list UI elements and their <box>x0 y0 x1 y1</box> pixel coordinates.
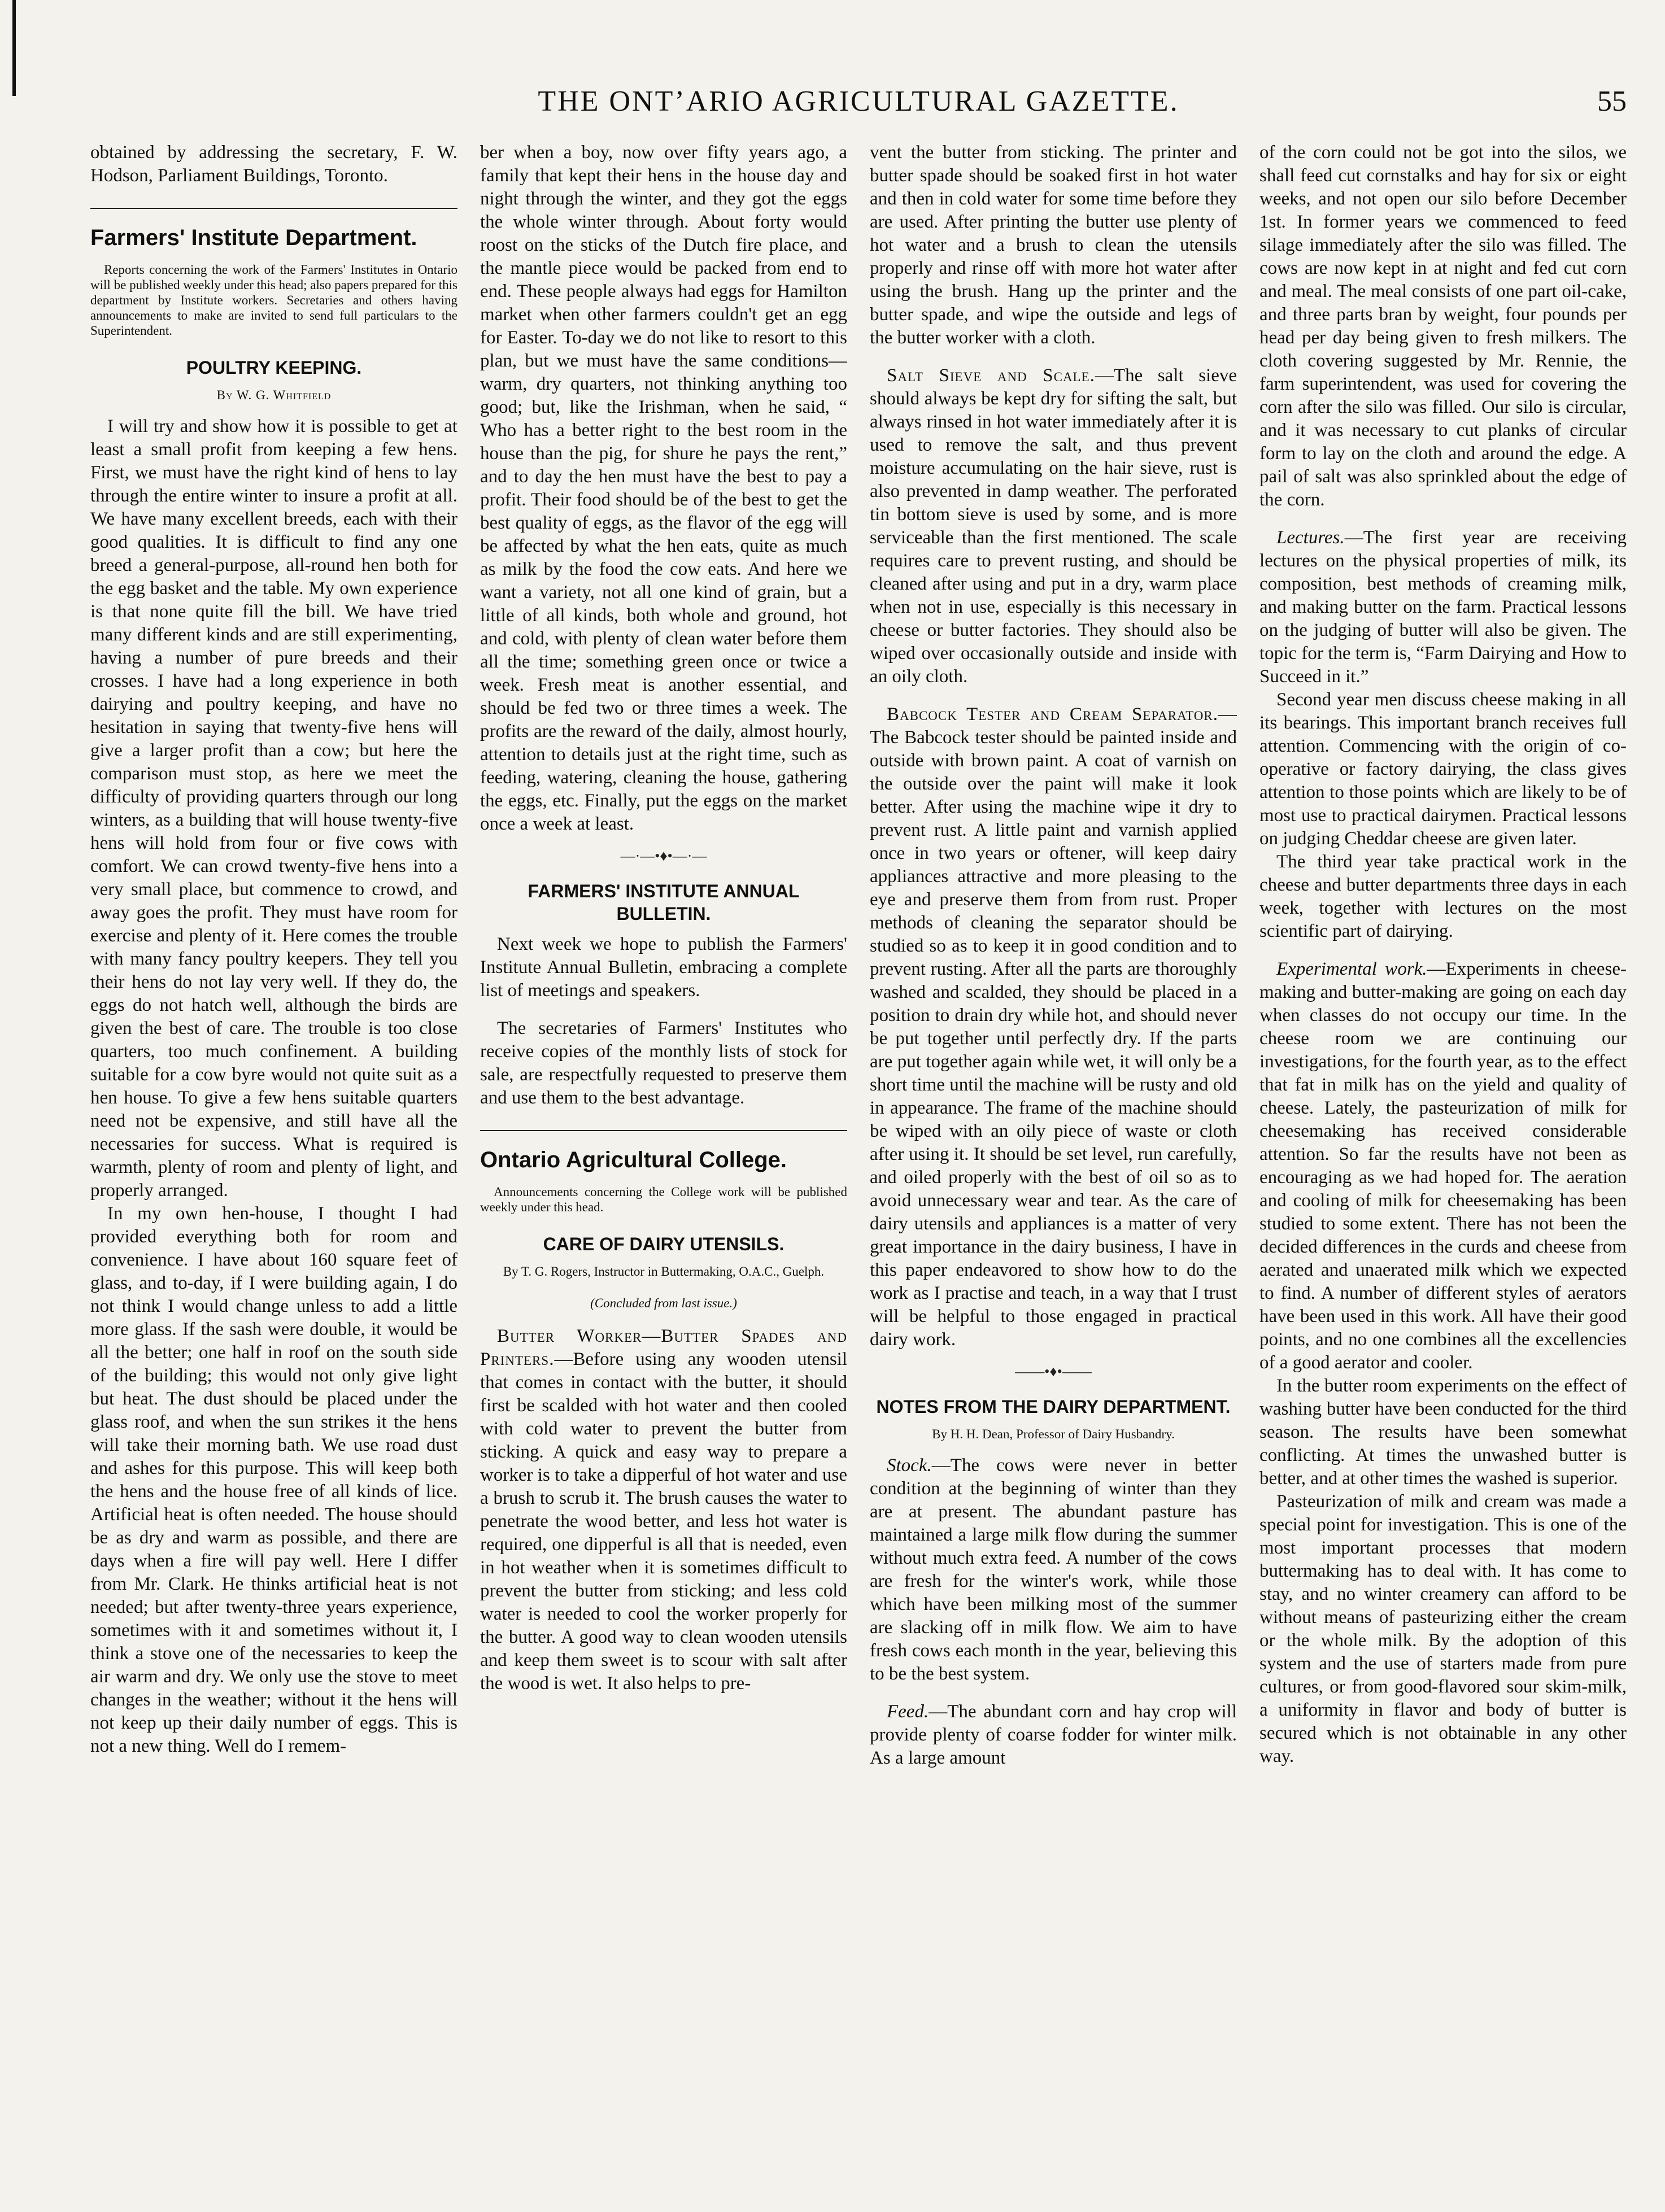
paragraph <box>870 703 1237 1351</box>
columns <box>90 141 1627 2197</box>
running-head: THE ONTʼARIO AGRICULTURAL GAZETTE. <box>538 85 1179 117</box>
paragraph: of the corn could not be got into the silos, we shall feed cut cornstalks and hay for six or eight weeks, and not open our silo before December 1st. In former years we commenced to feed silage immediately after the silo was filled. The cows are now kept in at night and fed cut corn and meal. The meal consists of one part oil-cake, and three parts bran by weight, four pounds per head per day being given to fresh milkers. The cloth covering suggested by Mr. Rennie, the farm superintendent, was used for covering the corn after the silo was filled. Our silo is circular, and it was necessary to cut planks of circular form to lay on the cloth and around the edge. A pail of salt was also sprinkled about the edge of the corn. <box>1259 142 1627 510</box>
byline: By W. G. Whitfield <box>216 388 332 402</box>
paragraph <box>480 1325 847 1695</box>
department-notice: Announcements concerning the College work will be published weekly under this head. <box>480 1185 847 1214</box>
paragraph-text: —The salt sieve should always be kept dry for sifting the salt, but always rinsed in hot water immediately after it is used to remove the salt, and thus prevent moisture accumulating on the hair sieve, rust is also prevented in damp weather. The perforated tin bottom sieve is used by some, and is more serviceable than the first mentioned. The scale requires care to prevent rusting, and should be cleaned after using and put in a dry, warm place when not in use, especially is this necessary in cheese or butter factories. They should also be wiped over occasionally outside and inside with an oily cloth. <box>870 365 1237 687</box>
paragraph: vent the butter from sticking. The printer and butter spade should be soaked first in hot water and then in cold water for some time before they are used. After printing the butter use plenty of hot water and a brush to clean the utensils properly and rinse off with more hot water after using the brush. Hang up the printer and the butter spade, and wipe the outside and legs of the butter worker with a cloth. <box>870 142 1237 348</box>
paragraph: Second year men discuss cheese making in all its bearings. This important branch receives full attention. Commencing with the origin of co-operative or factory dairying, the class gives attention to those points which are likely to be of most use to practical dairymen. Practical lessons on judging Cheddar cheese are given later. <box>1259 690 1627 849</box>
section-ornament: —·—•♦•—·— <box>620 848 707 864</box>
byline: By H. H. Dean, Professor of Dairy Husbandry. <box>932 1427 1175 1441</box>
paragraph: ber when a boy, now over fifty years ago, a family that kept their hens in the house day and night through the winter, and they got the eggs the whole winter through. About forty would roost on the sticks of the Dutch fire place, and the mantle piece would be packed from end to end. These people always had eggs for Hamilton market when other farmers couldn't get an egg for Easter. To-day we do not like to resort to this plan, but we must have the same conditions—warm, dry quarters, not thinking anything too good; but, like the Irishman, when he said, “ Who has a better right to the best room in the house than the pig, for shure he pays the rent,” and to day the hen must have the best to pay a profit. Their food should be of the best to get the best quality of eggs, as the flavor of the egg will be affected by what the hen eats, quite as much as milk by the food the cow eats. And here we want a variety, not all one kind of grain, but a little of all kinds, both whole and ground, hot and cold, with plenty of clean water before them all the time; something green once or twice a week. Fresh meat is another essential, and should be fed two or three times a week. The profits are the reward of the daily, almost hourly, attention to details just at the right time, such as feeding, watering, cleaning the house, gathering the eggs, etc. Finally, put the eggs on the market once a week at least. <box>480 142 847 834</box>
paragraph: In my own hen-house, I thought I had provided everything both for room and convenience. I have about 160 square feet of glass, and to-day, if I were building again, I do not think I would change unless to add a little more glass. If the sash were double, it would be all the better; one half in roof on the south side of the building; this would not only give light but heat. The dust should be placed under the glass roof, and when the sun strikes it the hens will take their morning bath. We use road dust and ashes for this purpose. This will keep both the hens and the house free of all kinds of lice. Artificial heat is often needed. The house should be as dry and warm as possible, and there are days when a fire will pay well. Here I differ from Mr. Clark. He thinks artificial heat is not needed; but after twenty-three years experience, sometimes with it and sometimes without it, I think a stove one of the necessaries to keep the air warm and dry. We only use the stove to meet changes in the weather; without it the hens will not keep up their daily number of eggs. This is not a new thing. Well do I remem- <box>90 1203 457 1756</box>
page-edge-mark <box>12 0 16 96</box>
paragraph: Next week we hope to publish the Farmers' Institute Annual Bulletin, embracing a complete list of meetings and speakers. <box>480 934 847 1001</box>
paragraph <box>870 1454 1237 1686</box>
paragraph: The secretaries of Farmers' Institutes who receive copies of the monthly lists of stock for sale, are respectfully requested to preserve them and use them to the best advantage. <box>480 1018 847 1108</box>
paragraph <box>870 1700 1237 1770</box>
paragraph-text: —Experiments in cheese-making and butter-making are going on each day when classes do not occupy our time. In the cheese room we are continuing our investigations, for the fourth year, as to the effect that fat in milk has on the yield and quality of cheese. Lately, the pasteurization of milk for cheesemaking has received considerable attention. So far the results have not been as encouraging as we had hoped for. The aeration and cooling of milk for cheesemaking has been studied to some extent. There has not been the decided differences in the curds and cheese from aerated and unaerated milk which we expected to find. A number of different styles of aerators have been used in this work. All have their good points, and no one combines all the excellencies of a good aerator and cooler. <box>1259 959 1627 1373</box>
paragraph-lead: Butter Worker—Butter Spades and Printers. <box>480 1326 847 1369</box>
department-notice: Reports concerning the work of the Farmers' Institutes in Ontario will be published weekly under this head; also papers prepared for this department by Institute workers. Secretaries and others having announcements to make are invited to send full particulars to the Superintendent. <box>90 263 457 338</box>
paragraph: Pasteurization of milk and cream was made a special point for investigation. This is one of the most important processes that modern buttermaking has to deal with. It has come to stay, and no winter creamery can afford to be without means of pasteurizing either the cream or the whole milk. By the adoption of this system and the use of starters made from pure cultures, or from good-flavored sour skim-milk, a uniformity in flavor and body of butter is secured which is not obtainable in any other way. <box>1259 1491 1627 1766</box>
column-3 <box>870 141 1237 2197</box>
article-title: FARMERS' INSTITUTE ANNUAL BULLETIN. <box>528 881 800 924</box>
paragraph: I will try and show how it is possible to get at least a small profit from keeping a few hens. First, we must have the right kind of hens to lay through the entire winter to insure a profit at all. We have many excellent breeds, each with their good qualities. It is difficult to find any one breed a general-purpose, all-round hen both for the egg basket and the table. My own experience is that none quite fill the bill. We have tried many different kinds and are still experimenting, having a number of pure breeds and their crosses. I have had a long experience in both dairying and poultry keeping, and have no hesitation in saying that twenty-five hens will give a larger profit than a cow; but here the comparison must stop, as here we meet the difficulty of providing quarters through our long winters, as a building that will house twenty-five hens will hold from four or five cows with comfort. We can crowd twenty-five hens into a very small place, but commence to crowd, and away goes the profit. They must have room for exercise and plenty of it. Here comes the trouble with many fancy poultry keepers. They tell you their hens do not lay very well. If they do, the eggs do not hatch well, although the birds are given the best of care. The trouble is too close quarters, too much confinement. A building suitable for a cow byre would not quite suit as a hen house. To give a few hens suitable quarters need not be expensive, and still have all the necessaries for success. What is required is warmth, plenty of room and plenty of light, and properly arranged. <box>90 416 457 1201</box>
page-header <box>90 85 1627 136</box>
paragraph-lead: Salt Sieve and Scale. <box>887 365 1095 386</box>
paragraph-text: —The Babcock tester should be painted inside and outside with brown paint. A coat of varnish on the outside over the paint will make it look better. After using the machine wipe it dry to prevent rust. A little paint and varnish applied once in two years or oftener, will keep dairy appliances attractive and more pleasing to the eye and preserve them from from rust. Proper methods of cleaning the separator should be studied so as to keep it in good condition and to prevent rusting. After all the parts are thoroughly washed and scalded, they should be placed in a position to drain dry while hot, and should never be put together until perfectly dry. If the parts are put together again while wet, it will only be a short time until the machine will be rusty and old in appearance. The frame of the machine should be wiped with an oily piece of waste or cloth after using it. It should be set level, run carefully, and oiled properly with the best of oil so as to avoid unnecessary wear and tear. As the care of dairy utensils and appliances is a matter of very great importance in the dairy business, I have in this paper endeavored to show how to do the work as I practise and teach, in a way that I trust will be helpful to those engaged in practical dairy work. <box>870 704 1237 1350</box>
paragraph-lead: Feed. <box>887 1701 929 1722</box>
column-4 <box>1259 141 1627 2197</box>
paragraph-text: —Before using any wooden utensil that comes in contact with the butter, it should first be scalded with hot water and then cooled with cold water to prevent the butter from sticking. A quick and easy way to prepare a worker is to take a dipperful of hot water and use a brush to scrub it. The brush causes the water to penetrate the wood better, and less hot water is required, one dipperful is all that is needed, even in hot weather when it is sometimes difficult to prevent the butter from sticking; and less cold water is needed to cool the worker properly for the butter. A good way to clean wooden utensils and keep them sweet is to scour with salt after the wood is wet. It also helps to pre- <box>480 1349 847 1694</box>
column-2 <box>480 141 847 2197</box>
article-title: POULTRY KEEPING. <box>186 357 362 378</box>
paragraph-lead: Stock. <box>887 1455 932 1476</box>
paragraph-text: —The first year are receiving lectures on the physical properties of milk, its composition, best methods of creaming milk, and making butter on the farm. Practical lessons on the judging of butter will also be given. The topic for the term is, “Farm Dairying and How to Succeed in it.” <box>1259 527 1627 687</box>
page-number: 55 <box>1597 85 1627 117</box>
paragraph-lead: Experimental work. <box>1276 959 1427 979</box>
byline: By T. G. Rogers, Instructor in Buttermaking, O.A.C., Guelph. <box>503 1264 825 1279</box>
paragraph: The third year take practical work in the cheese and butter departments three days in each week, together with lectures on the most scientific part of dairying. <box>1259 852 1627 941</box>
article-title: CARE OF DAIRY UTENSILS. <box>543 1234 784 1254</box>
paragraph-text: —The abundant corn and hay crop will provide plenty of coarse fodder for winter milk. As a large amount <box>870 1701 1237 1768</box>
column-1 <box>90 141 457 2197</box>
paragraph-lead: Lectures. <box>1276 527 1345 548</box>
paragraph <box>1259 526 1627 688</box>
paragraph-lead: Babcock Tester and Cream Separator. <box>887 704 1218 725</box>
section-ornament: ——•♦•—— <box>1015 1363 1092 1380</box>
continuation-note: (Concluded from last issue.) <box>590 1296 737 1310</box>
department-title: Farmers' Institute Department. <box>90 208 457 252</box>
paragraph-text: —The cows were never in better condition at the beginning of winter than they are at present. The abundant pasture has maintained a large milk flow during the summer without much extra feed. A number of the cows are fresh for the winter's work, while those which have been milking most of the summer are slacking off in milk flow. We aim to have fresh cows each month in the year, believing this to be the best system. <box>870 1455 1237 1684</box>
paragraph <box>1259 958 1627 1375</box>
article-title: NOTES FROM THE DAIRY DEPARTMENT. <box>876 1397 1231 1417</box>
department-title: Ontario Agricultural College. <box>480 1130 847 1174</box>
paragraph: obtained by addressing the secretary, F. W. Hodson, Parliament Buildings, Toronto. <box>90 142 457 186</box>
paragraph: In the butter room experiments on the effect of washing butter have been conducted for the third season. The results have been somewhat conflicting. At times the unwashed butter is better, and at other times the washed is superior. <box>1259 1376 1627 1489</box>
paragraph <box>870 364 1237 688</box>
